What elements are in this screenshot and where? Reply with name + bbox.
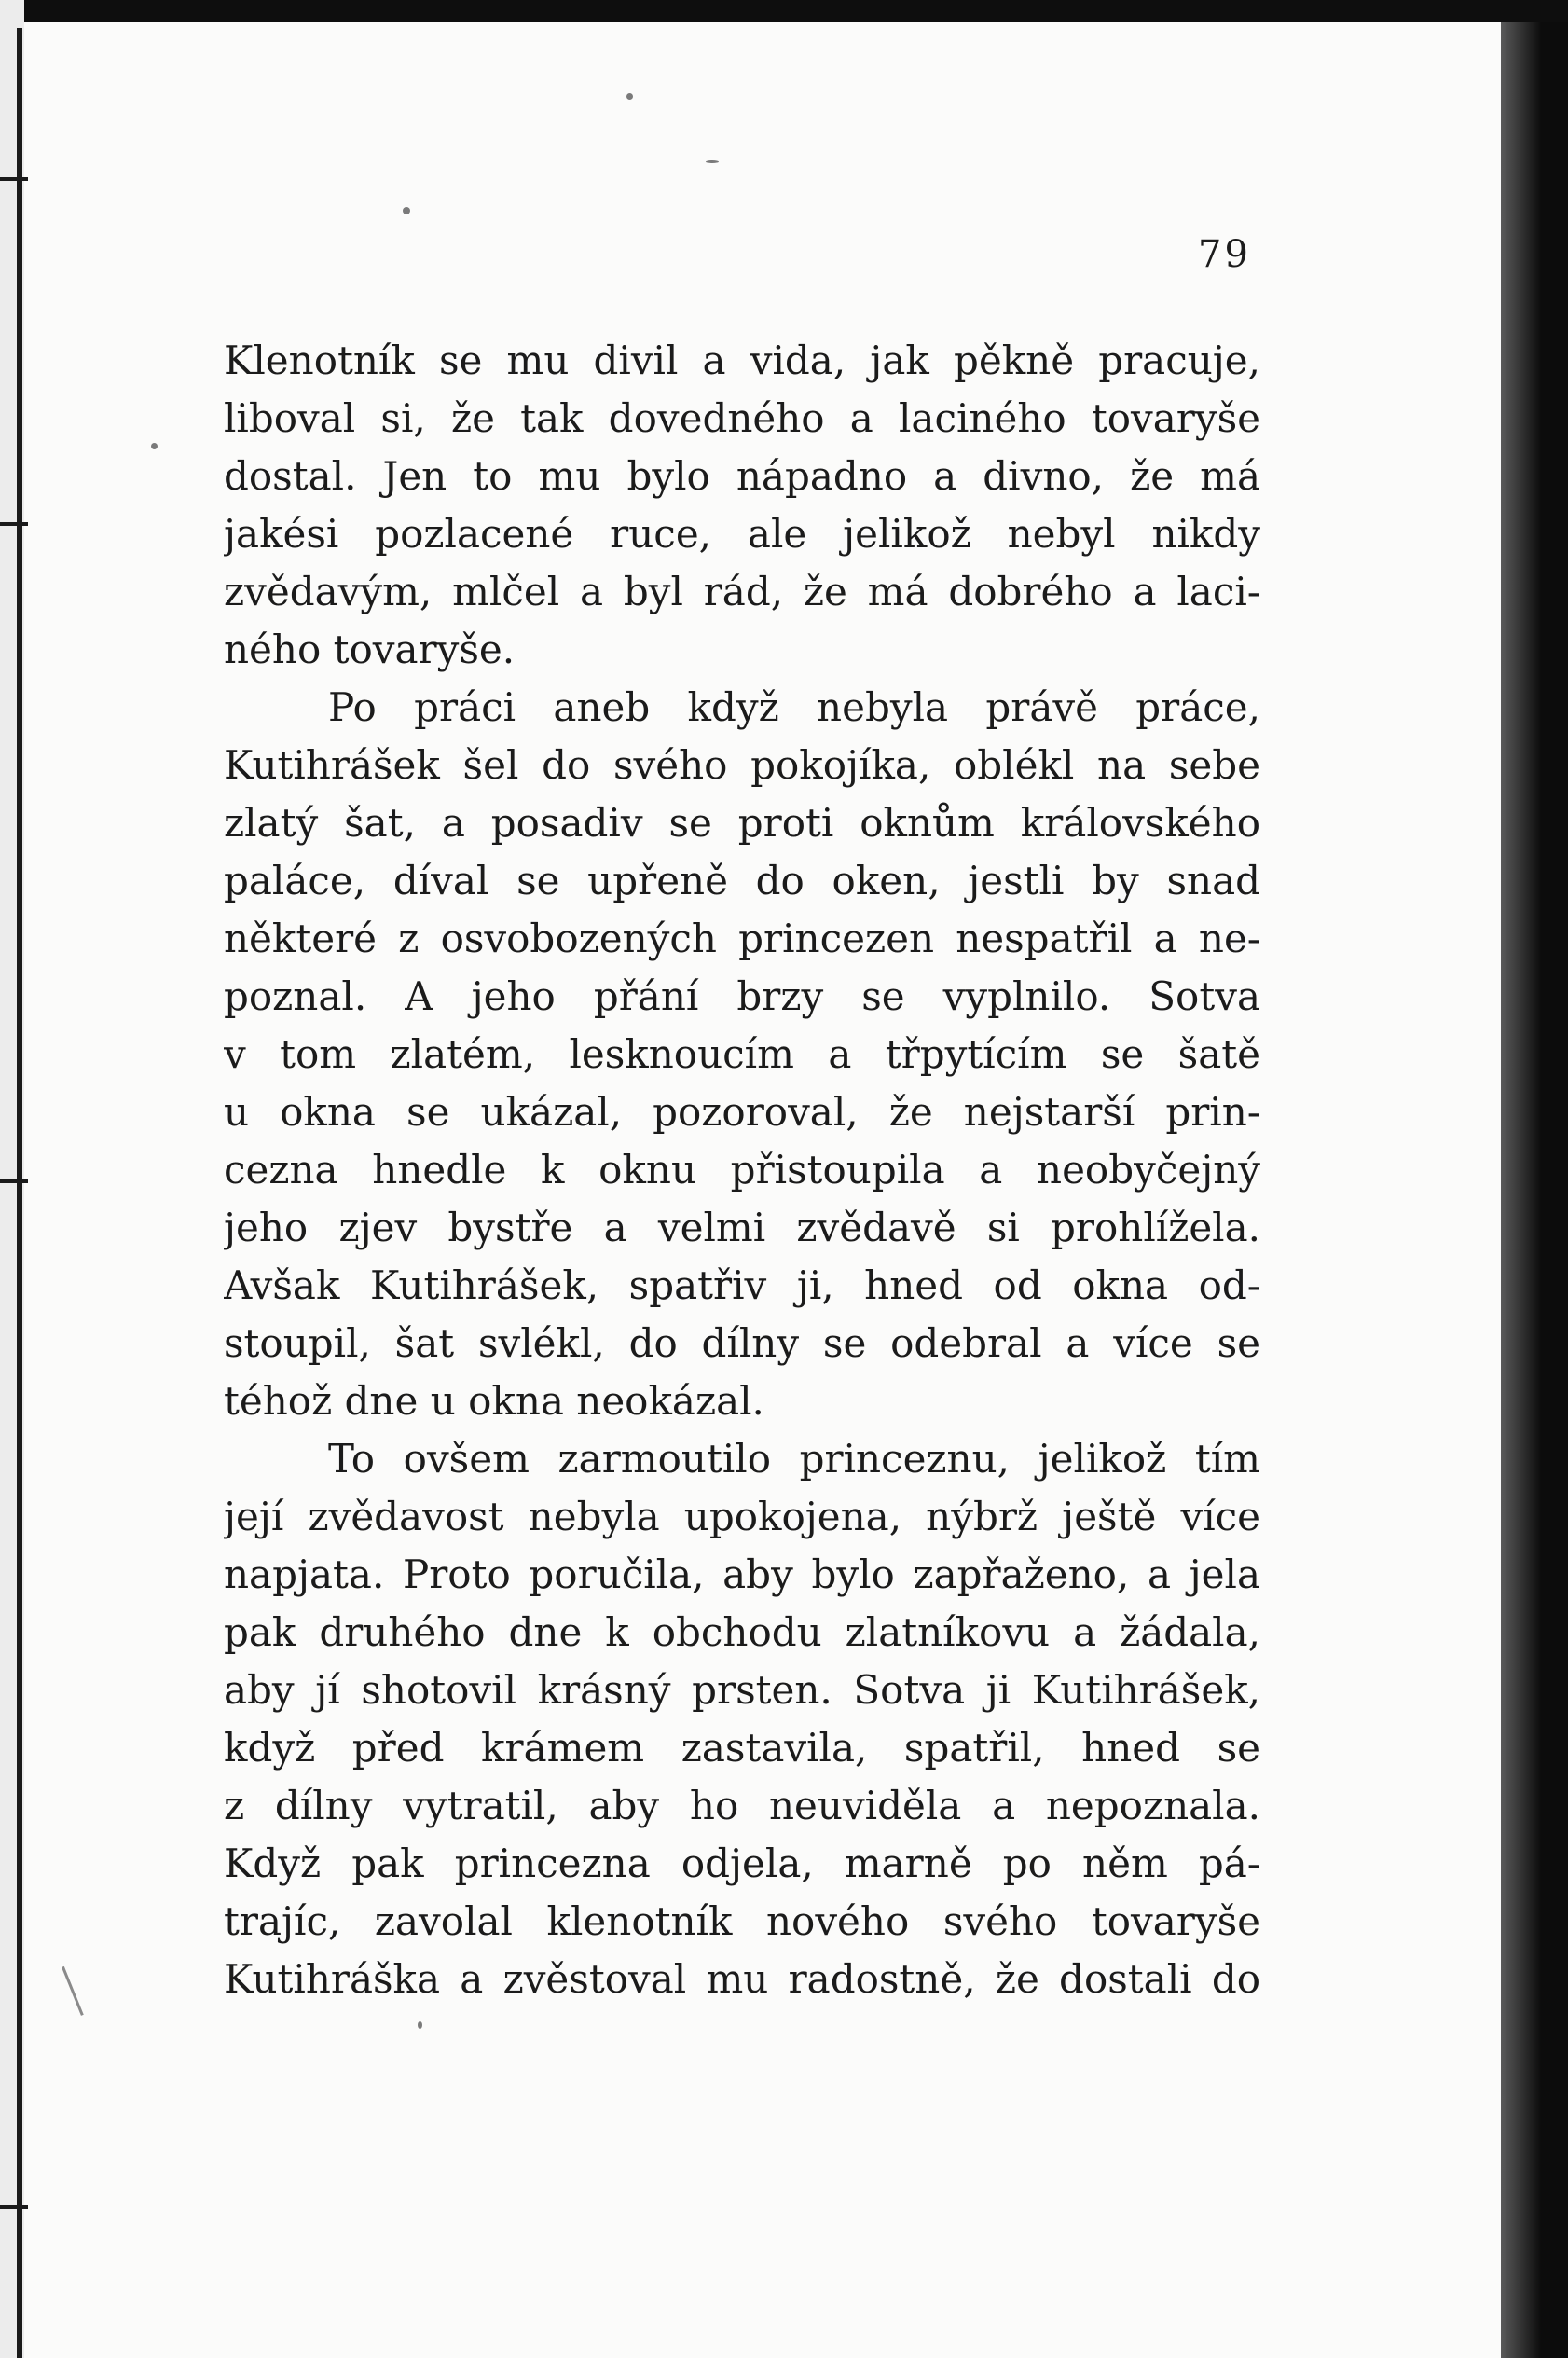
paragraph	[224, 332, 1260, 679]
text-line: liboval si, že tak dovedného a laciného tovaryše	[224, 395, 1260, 441]
text-line: Po práci aneb když nebyla právě práce,	[328, 684, 1260, 730]
text-line: zlatý šat, a posadiv se proti oknům královského	[224, 800, 1260, 846]
binding-mark	[0, 1179, 28, 1183]
binding-edge-line	[17, 28, 22, 2358]
text-line: z dílny vytratil, aby ho neuviděla a nepoznala.	[224, 1783, 1260, 1828]
dust-speck	[403, 207, 410, 214]
text-line: Kutihráška a zvěstoval mu radostně, že dostali do	[224, 1956, 1260, 2002]
text-line: trajíc, zavolal klenotník nového svého tovaryše	[224, 1898, 1260, 1944]
text-line: Klenotník se mu divil a vida, jak pěkně pracuje,	[224, 338, 1260, 383]
paragraph	[224, 1430, 1260, 2008]
text-line: jakési pozlacené ruce, ale jelikož nebyl nikdy	[224, 511, 1260, 557]
text-line: ného tovaryše.	[224, 627, 516, 672]
text-line: dostal. Jen to mu bylo nápadno a divno, že má	[224, 453, 1260, 499]
text-line: Kutihrášek šel do svého pokojíka, oblékl na sebe	[224, 742, 1260, 788]
text-line: aby jí shotovil krásný prsten. Sotva ji Kutihrášek,	[224, 1667, 1260, 1713]
text-line: její zvědavost nebyla upokojena, nýbrž ještě více	[224, 1494, 1260, 1539]
text-line: To ovšem zarmoutilo princeznu, jelikož tím	[328, 1436, 1260, 1482]
dust-speck	[626, 93, 633, 100]
dust-speck	[151, 443, 158, 449]
binding-mark	[0, 522, 28, 526]
page-edge-shadow	[1501, 22, 1568, 2358]
page-number: 79	[1198, 233, 1251, 276]
text-line: napjata. Proto poručila, aby bylo zapřaženo, a jela	[224, 1551, 1260, 1597]
paragraph	[224, 679, 1260, 1430]
dust-speck	[706, 160, 719, 163]
text-line: stoupil, šat svlékl, do dílny se odebral a více se	[224, 1320, 1260, 1366]
text-line: Avšak Kutihrášek, spatřiv ji, hned od okna od-	[224, 1262, 1260, 1308]
text-line: některé z osvobozených princezen nespatřil a ne-	[224, 916, 1260, 961]
text-line: poznal. A jeho přání brzy se vyplnilo. Sotva	[224, 973, 1260, 1019]
binding-mark	[0, 2205, 28, 2209]
dust-speck	[418, 2021, 422, 2029]
body-text	[224, 332, 1260, 2008]
text-line: cezna hnedle k oknu přistoupila a neobyčejný	[224, 1147, 1260, 1193]
text-line: v tom zlatém, lesknoucím a třpytícím se šatě	[224, 1031, 1260, 1077]
text-line: Když pak princezna odjela, marně po něm pá-	[224, 1841, 1260, 1886]
text-line: jeho zjev bystře a velmi zvědavě si prohlížela.	[224, 1205, 1260, 1250]
text-line: u okna se ukázal, pozoroval, že nejstarší prin-	[224, 1089, 1260, 1135]
text-line: paláce, díval se upřeně do oken, jestli by snad	[224, 858, 1260, 903]
binding-mark	[0, 177, 28, 181]
text-line: pak druhého dne k obchodu zlatníkovu a žádala,	[224, 1609, 1260, 1655]
text-line: téhož dne u okna neokázal.	[224, 1378, 764, 1424]
text-line: když před krámem zastavila, spatřil, hned se	[224, 1725, 1260, 1771]
text-line: zvědavým, mlčel a byl rád, že má dobrého a laci-	[224, 569, 1260, 614]
